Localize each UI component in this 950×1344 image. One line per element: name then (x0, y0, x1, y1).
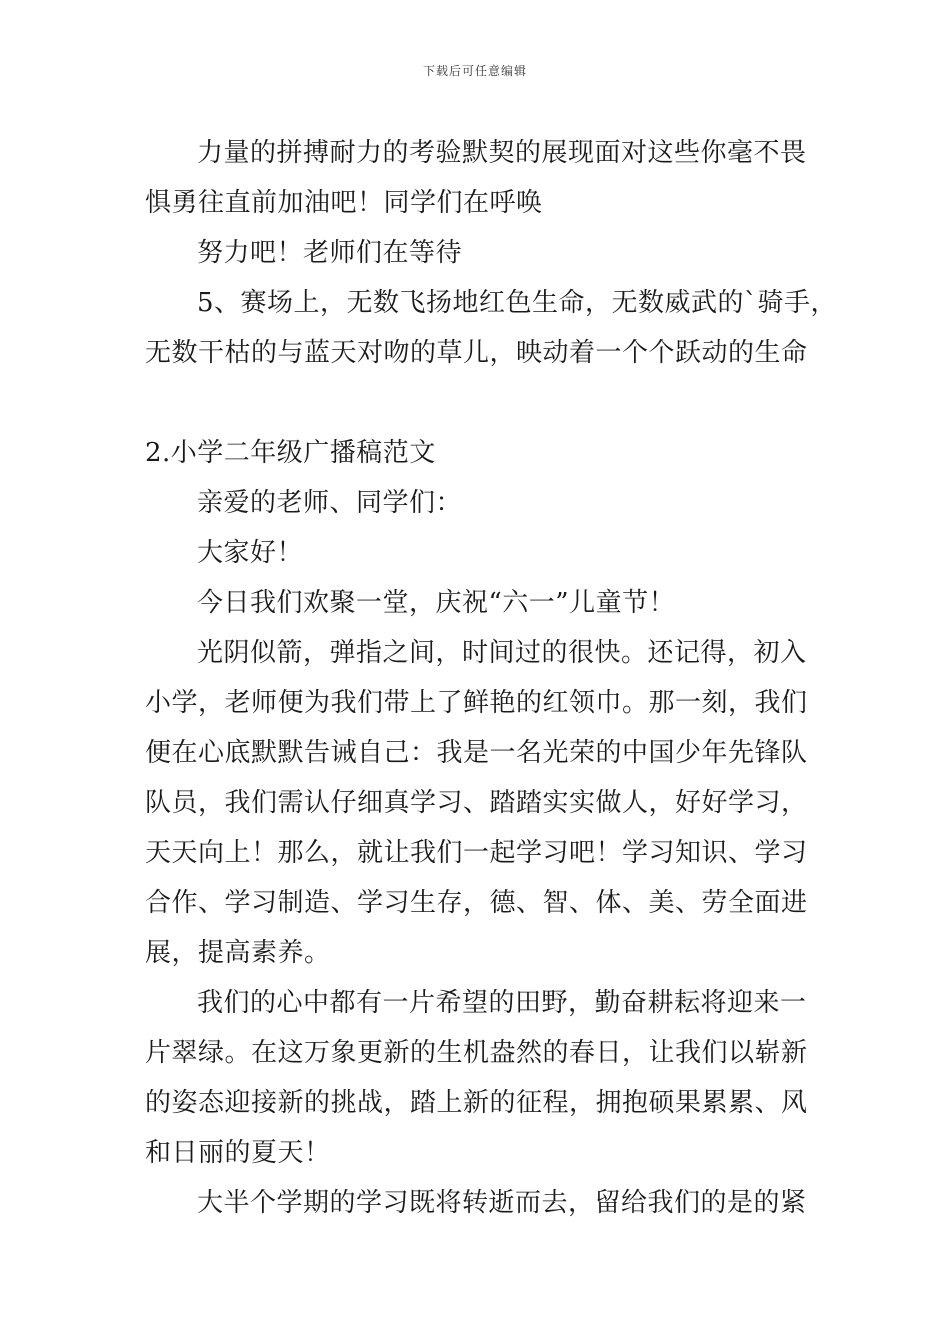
paragraph-line: 大半个学期的学习既将转逝而去，留给我们的是的紧 (197, 1188, 807, 1218)
paragraph-line: 片翠绿。在这万象更新的生机盎然的春日，让我们以崭新 (145, 1038, 808, 1068)
greeting: 大家好！ (197, 538, 304, 568)
paragraph-line: 今日我们欢聚一堂，庆祝“六一”儿童节！ (197, 588, 676, 618)
paragraph-line: 小学，老师便为我们带上了鲜艳的红领巾。那一刻，我们 (145, 688, 808, 718)
page-header: 下载后可任意编辑 (422, 64, 527, 78)
section-heading: 2.小学二年级广播稿范文 (145, 438, 436, 468)
paragraph-line: 队员，我们需认仔细真学习、踏踏实实做人，好好学习， (145, 788, 808, 818)
paragraph-line: 便在心底默默告诫自己：我是一名光荣的中国少年先锋队 (145, 738, 808, 768)
paragraph-line: 合作、学习制造、学习生存，德、智、体、美、劳全面进 (145, 888, 808, 918)
paragraph-line: 5、赛场上，无数飞扬地红色生命，无数威武的`骑手， (197, 288, 838, 318)
blank-line (145, 378, 815, 428)
paragraph-line: 惧勇往直前加油吧！同学们在呼唤 (145, 188, 543, 218)
paragraph-line: 光阴似箭，弹指之间，时间过的很快。还记得，初入 (197, 638, 807, 668)
paragraph-line: 展，提高素养。 (145, 938, 331, 968)
salutation: 亲爱的老师、同学们： (197, 488, 463, 518)
paragraph-line: 我们的心中都有一片希望的田野，勤奋耕耘将迎来一 (197, 988, 807, 1018)
paragraph-line: 无数干枯的与蓝天对吻的草儿，映动着一个个跃动的生命 (145, 338, 808, 368)
paragraph-line: 努力吧！老师们在等待 (197, 238, 463, 268)
paragraph-line: 的姿态迎接新的挑战，踏上新的征程，拥抱硕果累累、风 (145, 1088, 808, 1118)
paragraph-line: 天天向上！那么，就让我们一起学习吧！学习知识、学习 (145, 838, 808, 868)
paragraph-line: 和日丽的夏天！ (145, 1138, 331, 1168)
paragraph-line: 力量的拼搏耐力的考验默契的展现面对这些你毫不畏 (197, 138, 807, 168)
document-body (145, 128, 838, 1228)
